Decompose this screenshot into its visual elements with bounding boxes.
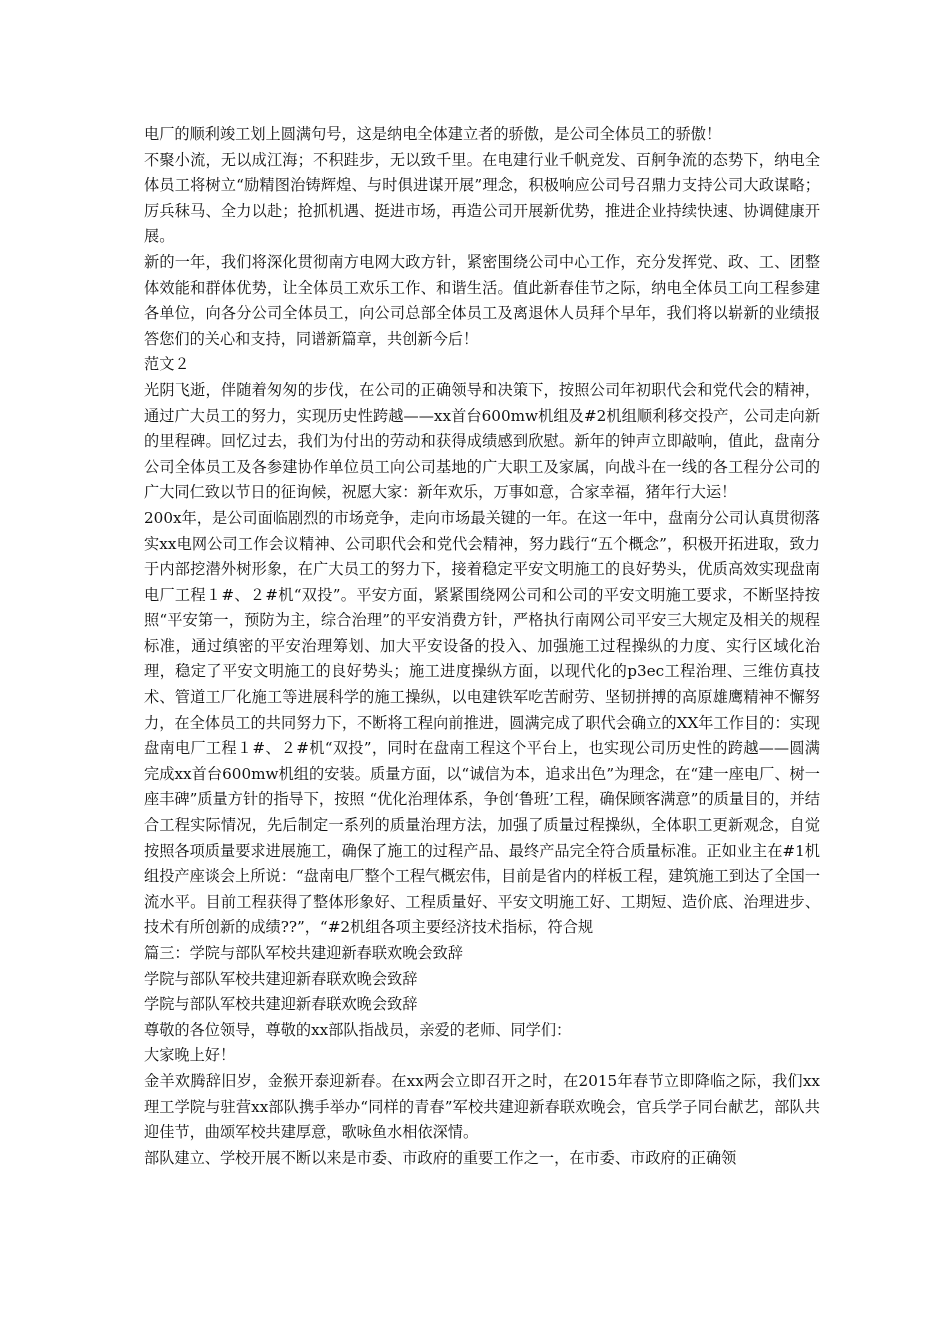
paragraph-time-flies: 光阴飞逝，伴随着匆匆的步伐，在公司的正确领导和决策下，按照公司年初职代会和党代会的精神，通过广大员工的努力，实现历史性跨越——xx首台600mw机组及#2机组顺利移交投产，公司走向新的里程碑。回忆过去，我们为付出的劳动和获得成绩感到欣慰。新年的钟声立即敲响，值此，盘南分公司全体员工及各参建协作单位员工向公司基地的广大职工及家属，向战斗在一线的各工程分公司的广大同仁致以节日的征询候，祝愿大家：新年欢乐，万事如意，合家幸福，猪年行大运！ xyxy=(144,380,820,502)
section-heading-sample-2: 范文２ xyxy=(144,355,190,374)
speech-greeting: 大家晚上好！ xyxy=(144,1046,236,1065)
speech-title: 学院与部队军校共建迎新春联欢晚会致辞 xyxy=(144,969,418,988)
paragraph-new-year-greeting: 新的一年，我们将深化贯彻南方电网大政方针，紧密围绕公司中心工作，充分发挥党、政、工、团整体效能和群体优势，让全体员工欢乐工作、和谐生活。值此新春佳节之际，纳电全体员工向工程参建各单位，向各分公司全体员工，向公司总部全体员工及离退休人员拜个早年，我们将以崭新的业绩报答您们的关心和支持，同谱新篇章，共创新今后！ xyxy=(144,252,820,348)
document-body xyxy=(144,122,820,1171)
paragraph-industry-outlook: 不聚小流，无以成江海；不积跬步，无以致千里。在电建行业千帆竞发、百舸争流的态势下，纳电全体员工将树立“励精图治铸辉煌、与时俱进谋开展”理念，积极响应公司号召鼎力支持公司大政谋略；厉兵秣马、全力以赴；抢抓机遇、挺进市场，再造公司开展新优势，推进企业持续快速、协调健康开展。 xyxy=(144,150,820,246)
speech-title-repeat: 学院与部队军校共建迎新春联欢晚会致辞 xyxy=(144,995,418,1014)
section-heading-part-3: 篇三：学院与部队军校共建迎新春联欢晚会致辞 xyxy=(144,944,463,962)
speech-salutation: 尊敬的各位领导，尊敬的xx部队指战员，亲爱的老师、同学们： xyxy=(144,1020,572,1039)
paragraph-spring-festival: 金羊欢腾辞旧岁，金猴开泰迎新春。在xx两会立即召开之时，在2015年春节立即降临之际，我们xx理工学院与驻营xx部队携手举办“同样的青春”军校共建迎新春联欢晚会，官兵学子同台献艺，部队共迎佳节，曲颂军校共建厚意，歌咏鱼水相依深情。 xyxy=(144,1071,820,1142)
paragraph-closing-pride: 电厂的顺利竣工划上圆满句号，这是纳电全体建立者的骄傲，是公司全体员工的骄傲！ xyxy=(144,125,722,143)
paragraph-annual-review: 200x年，是公司面临剧烈的市场竞争，走向市场最关键的一年。在这一年中，盘南分公司认真贯彻落实xx电网公司工作会议精神、公司职代会和党代会精神，努力践行“五个概念”，积极开拓进取，致力于内部挖潜外树形象，在广大员工的努力下，接着稳定平安文明施工的良好势头，优质高效实现盘南电厂工程１#、２#机“双投”。平安方面，紧紧围绕网公司和公司的平安文明施工要求，不断坚持按照“平安第一，预防为主，综合治理”的平安消费方针，严格执行南网公司平安三大规定及相关的规程标准，通过缜密的平安治理筹划、加大平安设备的投入、加强施工过程操纵的力度、实行区域化治理，稳定了平安文明施工的良好势头；施工进度操纵方面，以现代化的p3ec工程治理、三维仿真技术、管道工厂化施工等进展科学的施工操纵，以电建铁军吃苦耐劳、坚韧拼搏的高原雄鹰精神不懈努力，在全体员工的共同努力下，不断将工程向前推进，圆满完成了职代会确立的XX年工作目的：实现盘南电厂工程１#、２#机“双投”，同时在盘南工程这个平台上，也实现公司历史性的跨越——圆满完成xx首台600mw机组的安装。质量方面，以“诚信为本，追求出色”为理念，在“建一座电厂、树一座丰碑”质量方针的指导下，按照 “优化治理体系，争创‘鲁班’工程，确保顾客满意”的质量目的，并结合工程实际情况，先后制定一系列的质量治理方法，加强了质量过程操纵，全体职工更新观念，自觉按照各项质量要求进展施工，确保了施工的过程产品、最终产品完全符合质量标准。正如业主在#1机组投产座谈会上所说：“盘南电厂整个工程气概宏伟，目前是省内的样板工程，建筑施工到达了全国一流水平。目前工程获得了整体形象好、工程质量好、平安文明施工好、工期短、造价底、治理进步、技术有所创新的成绩??”，“#2机组各项主要经济技术指标，符合规 xyxy=(144,508,821,937)
paragraph-military-school: 部队建立、学校开展不断以来是市委、市政府的重要工作之一，在市委、市政府的正确领 xyxy=(144,1148,737,1167)
